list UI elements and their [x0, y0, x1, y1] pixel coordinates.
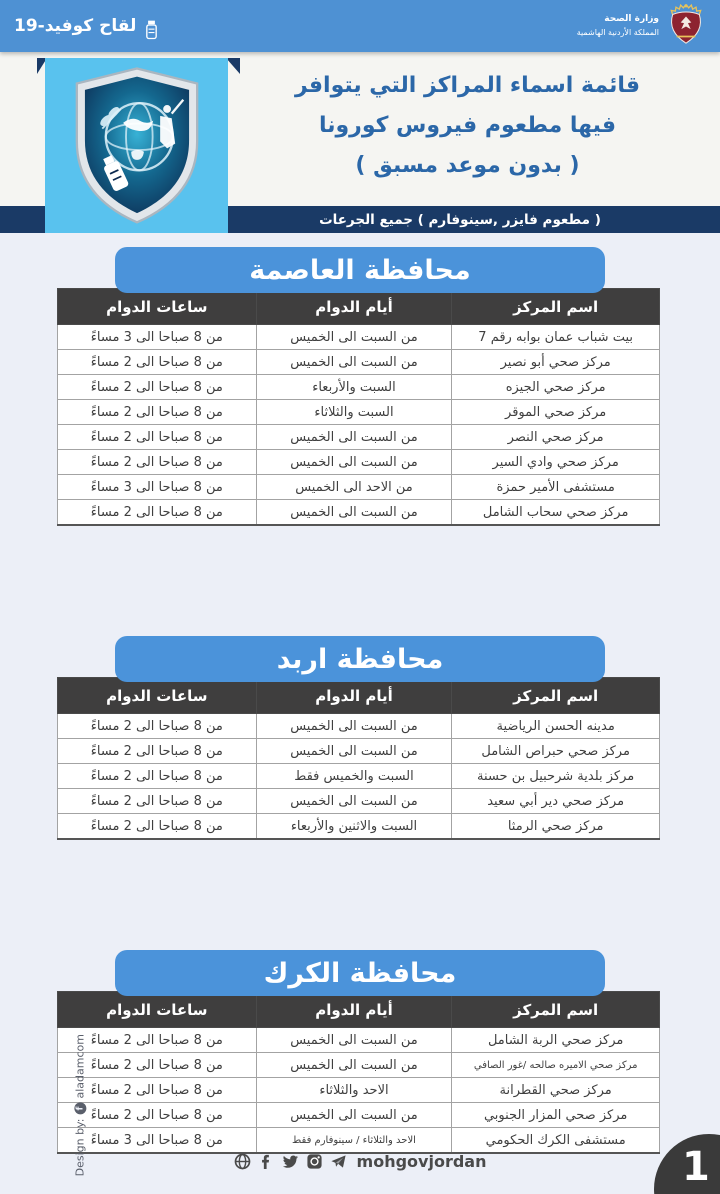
facebook-icon: f: [74, 1102, 86, 1114]
table-row: [58, 1028, 660, 1053]
shield-emblem-icon: [62, 65, 212, 227]
cell-working-hours: من 8 صباحا الى 2 مساءً: [58, 1078, 257, 1103]
cell-working-days: من السبت الى الخميس: [256, 1053, 452, 1078]
cell-working-hours: من 8 صباحا الى 3 مساءً: [58, 1128, 257, 1154]
cell-working-hours: من 8 صباحا الى 2 مساءً: [58, 425, 257, 450]
cell-working-hours: من 8 صباحا الى 2 مساءً: [58, 739, 257, 764]
telegram-icon: [330, 1153, 347, 1170]
table-row: [58, 814, 660, 840]
globe-icon: [234, 1153, 251, 1170]
cell-working-days: من السبت الى الخميس: [256, 425, 452, 450]
footer-social-row: [0, 1152, 720, 1171]
cell-working-days: من السبت الى الخميس: [256, 1103, 452, 1128]
cell-center-name: مركز صحي الموقر: [452, 400, 660, 425]
top-bar: [0, 0, 720, 52]
cell-center-name: مركز صحي سحاب الشامل: [452, 500, 660, 526]
jordan-coat-of-arms-icon: [666, 3, 706, 50]
governorate-section: [0, 636, 720, 840]
cell-working-hours: من 8 صباحا الى 3 مساءً: [58, 325, 257, 350]
cell-working-days: الاحد والثلاثاء: [256, 1078, 452, 1103]
table-row: [58, 475, 660, 500]
cell-center-name: مركز صحي الاميره صالحه /غور الصافي: [452, 1053, 660, 1078]
ministry-branding: [577, 3, 706, 50]
column-header-center-name: اسم المركز: [452, 992, 660, 1028]
cell-center-name: مركز صحي الرمثا: [452, 814, 660, 840]
cell-center-name: مركز صحي الجيزه: [452, 375, 660, 400]
table-row: [58, 1053, 660, 1078]
column-header-working-hours: ساعات الدوام: [58, 992, 257, 1028]
cell-center-name: مركز صحي المزار الجنوبي: [452, 1103, 660, 1128]
governorate-sections: [0, 233, 720, 1154]
centers-table: [57, 991, 660, 1154]
cell-center-name: مستشفى الكرك الحكومي: [452, 1128, 660, 1154]
cell-working-days: من السبت الى الخميس: [256, 350, 452, 375]
governorate-section: [0, 247, 720, 526]
table-row: [58, 500, 660, 526]
vaccine-vial-icon: [143, 18, 160, 35]
cell-working-hours: من 8 صباحا الى 2 مساءً: [58, 350, 257, 375]
designer-credit: [73, 1034, 86, 1176]
cell-working-days: السبت والثلاثاء: [256, 400, 452, 425]
cell-working-days: من السبت الى الخميس: [256, 500, 452, 526]
cell-working-hours: من 8 صباحا الى 2 مساءً: [58, 450, 257, 475]
cell-working-days: من السبت الى الخميس: [256, 1028, 452, 1053]
cell-working-days: السبت والخميس فقط: [256, 764, 452, 789]
cell-working-days: السبت والاثنين والأربعاء: [256, 814, 452, 840]
cell-working-hours: من 8 صباحا الى 2 مساءً: [58, 400, 257, 425]
governorate-banner: [115, 247, 605, 293]
cell-working-hours: من 8 صباحا الى 2 مساءً: [58, 814, 257, 840]
column-header-working-hours: ساعات الدوام: [58, 289, 257, 325]
table-row: [58, 400, 660, 425]
cell-center-name: مركز صحي حبراص الشامل: [452, 739, 660, 764]
credit-name: aladamcom: [73, 1034, 87, 1099]
table-row: [58, 764, 660, 789]
cell-working-days: من السبت الى الخميس: [256, 739, 452, 764]
instagram-icon: [306, 1153, 323, 1170]
ministry-name: وزارة الصحة: [604, 14, 659, 25]
title-line-3: ( بدون موعد مسبق ): [355, 153, 580, 178]
ministry-text: [577, 13, 659, 39]
cell-center-name: مركز صحي أبو نصير: [452, 350, 660, 375]
cell-working-days: من السبت الى الخميس: [256, 789, 452, 814]
facebook-icon: [258, 1153, 275, 1170]
cell-working-days: من السبت الى الخميس: [256, 325, 452, 350]
cell-working-hours: من 8 صباحا الى 2 مساءً: [58, 1103, 257, 1128]
centers-table: [57, 677, 660, 840]
table-row: [58, 1103, 660, 1128]
credit-prefix: Design by:: [73, 1118, 87, 1177]
table-row: [58, 350, 660, 375]
poster-title: [230, 66, 705, 186]
table-row: [58, 739, 660, 764]
cell-working-hours: من 8 صباحا الى 2 مساءً: [58, 714, 257, 739]
header-zone: [0, 52, 720, 233]
cell-working-hours: من 8 صباحا الى 2 مساءً: [58, 764, 257, 789]
cell-center-name: مركز صحي القطرانة: [452, 1078, 660, 1103]
cell-working-days: السبت والأربعاء: [256, 375, 452, 400]
centers-table: [57, 288, 660, 526]
governorate-title: محافظة الكرك: [263, 957, 457, 989]
table-header-row: [58, 678, 660, 714]
governorate-title: محافظة اربد: [276, 643, 444, 675]
cell-center-name: مركز صحي وادي السير: [452, 450, 660, 475]
cell-center-name: مركز بلدية شرحبيل بن حسنة: [452, 764, 660, 789]
table-row: [58, 425, 660, 450]
table-row: [58, 375, 660, 400]
cell-working-hours: من 8 صباحا الى 2 مساءً: [58, 1053, 257, 1078]
cell-center-name: مدينه الحسن الرياضية: [452, 714, 660, 739]
cell-working-hours: من 8 صباحا الى 2 مساءً: [58, 375, 257, 400]
column-header-working-days: أيام الدوام: [256, 678, 452, 714]
page-number: 1: [682, 1144, 710, 1190]
table-header-row: [58, 992, 660, 1028]
covid-vaccine-program: [14, 16, 160, 36]
cell-center-name: مستشفى الأمير حمزة: [452, 475, 660, 500]
governorate-title: محافظة العاصمة: [249, 254, 471, 286]
cell-working-days: من السبت الى الخميس: [256, 450, 452, 475]
governorate-banner: [115, 636, 605, 682]
table-row: [58, 714, 660, 739]
table-header-row: [58, 289, 660, 325]
table-row: [58, 450, 660, 475]
column-header-working-days: أيام الدوام: [256, 289, 452, 325]
cell-working-hours: من 8 صباحا الى 3 مساءً: [58, 475, 257, 500]
title-line-2: فيها مطعوم فيروس كورونا: [318, 113, 617, 138]
governorate-section: [0, 950, 720, 1154]
column-header-center-name: اسم المركز: [452, 678, 660, 714]
ministry-kingdom: المملكة الأردنية الهاشمية: [576, 27, 659, 37]
cell-center-name: مركز صحي دير أبي سعيد: [452, 789, 660, 814]
table-row: [58, 1128, 660, 1154]
column-header-working-hours: ساعات الدوام: [58, 678, 257, 714]
table-row: [58, 1078, 660, 1103]
table-row: [58, 789, 660, 814]
social-handle: mohgovjordan: [356, 1152, 487, 1171]
column-header-working-days: أيام الدوام: [256, 992, 452, 1028]
cell-working-hours: من 8 صباحا الى 2 مساءً: [58, 1028, 257, 1053]
cell-working-hours: من 8 صباحا الى 2 مساءً: [58, 789, 257, 814]
column-header-center-name: اسم المركز: [452, 289, 660, 325]
cell-center-name: بيت شباب عمان بوابه رقم 7: [452, 325, 660, 350]
title-line-1: قائمة اسماء المراكز التي يتوافر: [294, 73, 641, 98]
cell-working-days: من الاحد الى الخميس: [256, 475, 452, 500]
table-row: [58, 325, 660, 350]
vaccine-types-label: ( مطعوم فايزر ,سينوفارم ) جميع الجرعات: [319, 211, 601, 228]
health-shield-logo: [45, 58, 228, 233]
governorate-banner: [115, 950, 605, 996]
cell-center-name: مركز صحي النصر: [452, 425, 660, 450]
cell-center-name: مركز صحي الربة الشامل: [452, 1028, 660, 1053]
cell-working-hours: من 8 صباحا الى 2 مساءً: [58, 500, 257, 526]
cell-working-days: من السبت الى الخميس: [256, 714, 452, 739]
cell-working-days: الاحد والثلاثاء / سينوفارم فقط: [256, 1128, 452, 1154]
twitter-icon: [282, 1153, 299, 1170]
program-label: لقاح كوفيد-19: [14, 16, 137, 36]
